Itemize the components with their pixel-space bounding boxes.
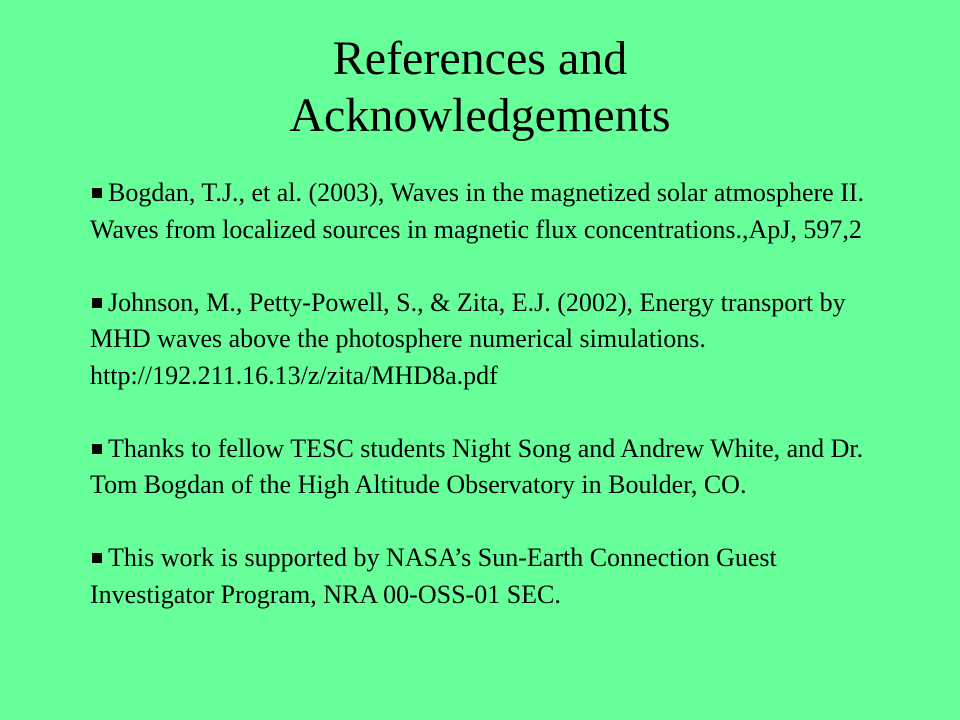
slide-title-line-1: References and bbox=[332, 32, 628, 85]
reference-item-johnson bbox=[90, 285, 870, 395]
slide-title-line-2: Acknowledgements bbox=[289, 89, 671, 142]
square-bullet-icon bbox=[92, 298, 102, 308]
references-list bbox=[90, 175, 870, 650]
acknowledgement-item-students bbox=[90, 431, 870, 504]
acknowledgement-text-nasa: This work is supported by NASA’s Sun-Earth Connection Guest Investigator Program, NRA 00-OSS-01 SEC. bbox=[90, 543, 777, 609]
square-bullet-icon bbox=[92, 553, 102, 563]
acknowledgement-text-students: Thanks to fellow TESC students Night Song and Andrew White, and Dr. Tom Bogdan of the High Altitude Observatory in Boulder, CO. bbox=[90, 433, 864, 499]
reference-text-bogdan: Bogdan, T.J., et al. (2003), Waves in the magnetized solar atmosphere II. Waves from localized sources in magnetic flux concentrations.,ApJ, 597,2 bbox=[90, 178, 865, 244]
reference-text-johnson: Johnson, M., Petty-Powell, S., & Zita, E.J. (2002), Energy transport by MHD waves above the photosphere numerical simulations. http://192.211.16.13/z/zita/MHD8a.pdf bbox=[90, 287, 846, 390]
slide-title bbox=[0, 30, 960, 144]
reference-item-bogdan bbox=[90, 175, 870, 248]
acknowledgement-item-nasa bbox=[90, 540, 870, 613]
square-bullet-icon bbox=[92, 188, 102, 198]
square-bullet-icon bbox=[92, 444, 102, 454]
